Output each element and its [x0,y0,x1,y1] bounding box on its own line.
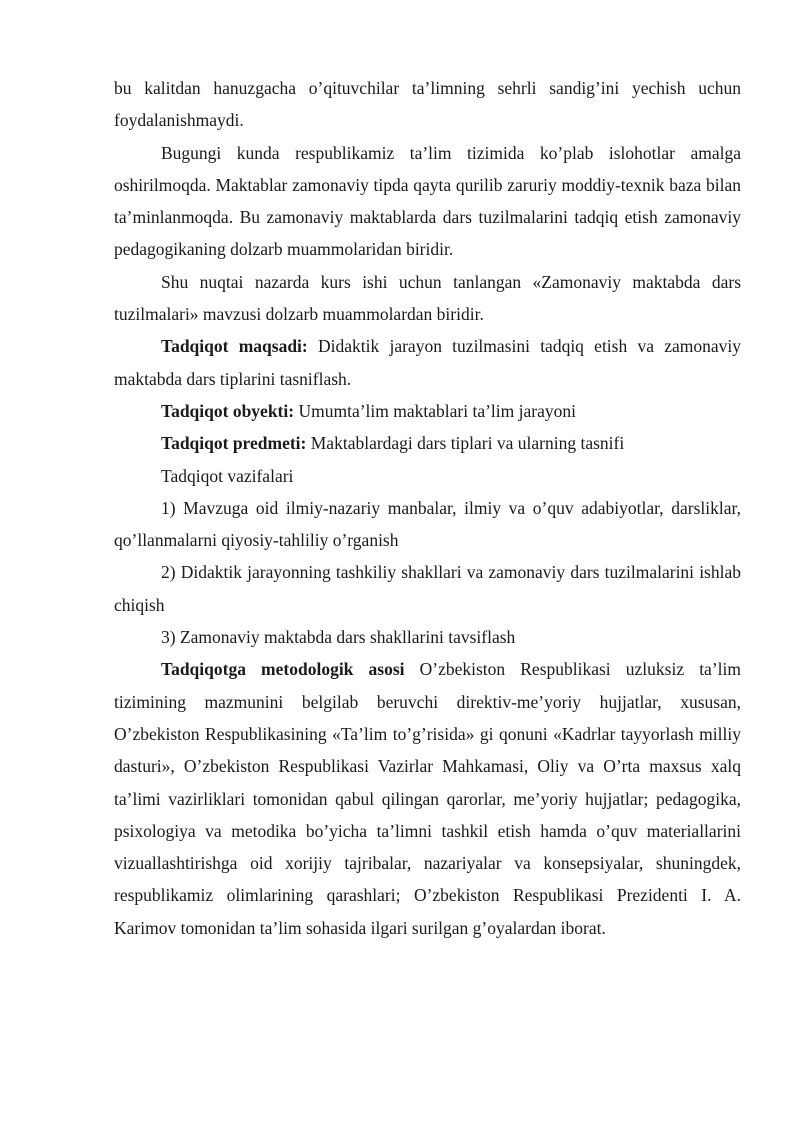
paragraph-task-3 [114,621,741,653]
paragraph-text: Tadqiqot vazifalari [161,465,294,486]
paragraph-text: 1) Mavzuga oid ilmiy-nazariy manbalar, ilmiy va o’quv adabiyotlar, darsliklar, qo’llanmalarni qiyosiy-tahliliy o’rganish [114,497,741,551]
paragraph-text: Umumta’lim maktablari ta’lim jarayoni [294,400,576,421]
research-subject-label: Tadqiqot predmeti: [161,433,307,454]
research-goal-label: Tadqiqot maqsadi: [161,336,308,357]
paragraph-research-object [114,395,741,427]
paragraph-task-2 [114,556,741,621]
paragraph-topic-relevance [114,266,741,331]
paragraph-methodological-basis [114,653,741,944]
paragraph-text: Shu nuqtai nazarda kurs ishi uchun tanlangan «Zamonaviy maktabda dars tuzilmalari» mavzusi dolzarb muammolardan biridir. [114,271,741,325]
paragraph-intro-continuation [114,72,741,137]
document-page [114,72,741,944]
paragraph-text: O’zbekiston Respublikasi uzluksiz ta’lim tizimining mazmunini belgilab beruvchi direktiv-me’yoriy hujjatlar, xususan, O’zbekiston Respublikasining «Ta’lim to’g’risida» gi qonuni «Kadrlar tayyorlash milliy dasturi», O’zbekiston Respublikasi Vazirlar Mahkamasi, Oliy va O’rta maxsus xalq ta’limi vazirliklari tomonidan qabul qilingan qarorlar, me’yoriy hujjatlar; pedagogika, psixologiya va metodika bo’yicha ta’limni tashkil etish hamda o’quv materiallarini vizuallashtirishga oid xorijiy tajribalar, nazariyalar va konsepsiyalar, shuningdek, respublikamiz olimlarining qarashlari; O’zbekiston Respublikasi Prezidenti I. A. Karimov tomonidan ta’lim sohasida ilgari surilgan g’oyalardan iborat. [114,659,741,938]
methodological-basis-label: Tadqiqotga metodologik asosi [161,659,405,680]
paragraph-reforms [114,137,741,266]
research-object-label: Tadqiqot obyekti: [161,400,295,421]
paragraph-research-subject [114,427,741,459]
paragraph-text: Didaktik jarayon tuzilmasini tadqiq etish va zamonaviy maktabda dars tiplarini tasniflash. [114,336,742,389]
paragraph-research-goal [114,330,741,395]
paragraph-research-tasks-heading [114,460,741,492]
paragraph-text: bu kalitdan hanuzgacha o’qituvchilar ta’limning sehrli sandig’ini yechish uchun foydalanishmaydi. [114,78,741,131]
paragraph-task-1 [114,492,741,557]
paragraph-text: 3) Zamonaviy maktabda dars shakllarini tavsiflash [161,627,516,648]
paragraph-text: Bugungi kunda respublikamiz ta’lim tizimida ko’plab islohotlar amalga oshirilmoqda. Maktablar zamonaviy tipda qayta qurilib zaruriy moddiy-texnik baza bilan ta’minlanmoqda. Bu zamonaviy maktablarda dars tuzilmalarini tadqiq etish zamonaviy pedagogikaning dolzarb muammolaridan biridir. [114,142,741,260]
paragraph-text: Maktablardagi dars tiplari va ularning tasnifi [306,433,625,454]
paragraph-text: 2) Didaktik jarayonning tashkiliy shakllari va zamonaviy dars tuzilmalarini ishlab chiqish [114,562,741,615]
